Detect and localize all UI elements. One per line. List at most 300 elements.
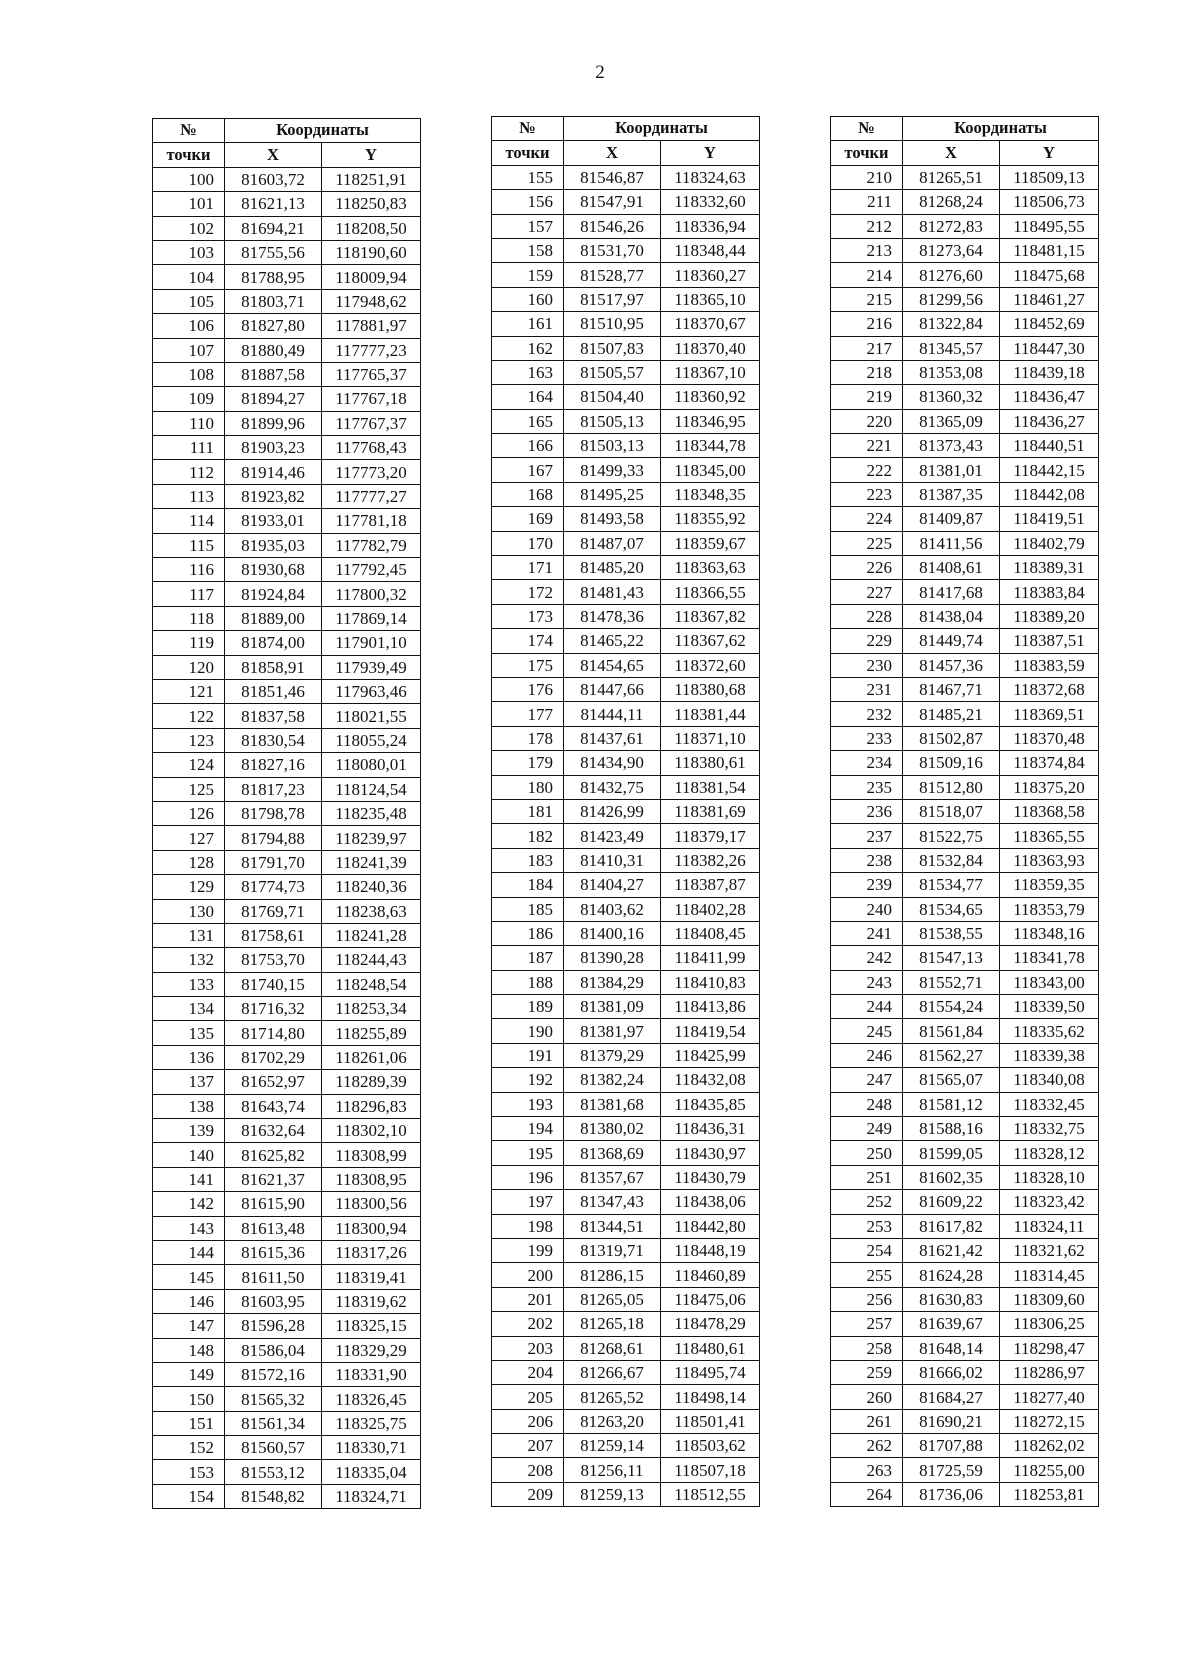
- point-number-cell: 160: [492, 287, 564, 311]
- x-coordinate-cell: 81504,40: [564, 385, 661, 409]
- x-coordinate-cell: 81299,56: [903, 287, 1000, 311]
- table-row: [153, 875, 421, 899]
- table-row: [492, 946, 760, 970]
- y-coordinate-cell: 118478,29: [661, 1312, 760, 1336]
- x-coordinate-cell: 81725,59: [903, 1458, 1000, 1482]
- table-row: [153, 1314, 421, 1338]
- point-number-cell: 162: [492, 336, 564, 360]
- y-coordinate-cell: 118380,68: [661, 677, 760, 701]
- x-coordinate-cell: 81365,09: [903, 409, 1000, 433]
- table-row: [492, 507, 760, 531]
- point-number-cell: 106: [153, 314, 225, 338]
- point-number-cell: 225: [831, 531, 903, 555]
- point-number-cell: 122: [153, 704, 225, 728]
- y-coordinate-cell: 118382,26: [661, 848, 760, 872]
- point-number-cell: 261: [831, 1409, 903, 1433]
- point-number-cell: 242: [831, 946, 903, 970]
- table-row: [492, 897, 760, 921]
- table-row: [153, 1143, 421, 1167]
- point-number-cell: 205: [492, 1385, 564, 1409]
- point-number-cell: 119: [153, 631, 225, 655]
- x-coordinate-cell: 81345,57: [903, 336, 1000, 360]
- table-row: [492, 799, 760, 823]
- table-row: [153, 411, 421, 435]
- table-row: [492, 726, 760, 750]
- table-row: [831, 1190, 1099, 1214]
- x-coordinate-cell: 81560,57: [225, 1436, 322, 1460]
- point-number-cell: 195: [492, 1141, 564, 1165]
- x-coordinate-cell: 81874,00: [225, 631, 322, 655]
- table-row: [153, 1070, 421, 1094]
- point-number-cell: 206: [492, 1409, 564, 1433]
- table-row: [492, 482, 760, 506]
- y-coordinate-cell: 118339,38: [1000, 1043, 1099, 1067]
- point-number-cell: 201: [492, 1287, 564, 1311]
- x-coordinate-cell: 81602,35: [903, 1165, 1000, 1189]
- y-coordinate-cell: 118430,79: [661, 1165, 760, 1189]
- point-number-cell: 229: [831, 629, 903, 653]
- x-coordinate-cell: 81532,84: [903, 848, 1000, 872]
- table-row: [153, 850, 421, 874]
- point-number-cell: 180: [492, 775, 564, 799]
- y-coordinate-cell: 118381,44: [661, 702, 760, 726]
- point-label-header: точки: [492, 141, 564, 165]
- point-number-cell: 144: [153, 1240, 225, 1264]
- x-coordinate-cell: 81263,20: [564, 1409, 661, 1433]
- y-coordinate-cell: 118325,75: [322, 1411, 421, 1435]
- table-row: [492, 312, 760, 336]
- point-number-cell: 153: [153, 1460, 225, 1484]
- table-row: [153, 1167, 421, 1191]
- x-coordinate-cell: 81690,21: [903, 1409, 1000, 1433]
- y-coordinate-cell: 118480,61: [661, 1336, 760, 1360]
- y-coordinate-cell: 118353,79: [1000, 897, 1099, 921]
- point-number-cell: 165: [492, 409, 564, 433]
- point-number-cell: 149: [153, 1362, 225, 1386]
- point-number-cell: 134: [153, 997, 225, 1021]
- x-coordinate-cell: 81272,83: [903, 214, 1000, 238]
- table-row: [492, 1336, 760, 1360]
- table-row: [153, 387, 421, 411]
- y-coordinate-cell: 118335,04: [322, 1460, 421, 1484]
- point-number-cell: 154: [153, 1484, 225, 1508]
- point-number-cell: 244: [831, 995, 903, 1019]
- point-number-cell: 233: [831, 726, 903, 750]
- y-coordinate-cell: 118190,60: [322, 240, 421, 264]
- y-coordinate-cell: 117939,49: [322, 655, 421, 679]
- y-coordinate-cell: 118253,34: [322, 997, 421, 1021]
- table-row: [831, 287, 1099, 311]
- point-number-cell: 159: [492, 263, 564, 287]
- y-coordinate-cell: 118255,00: [1000, 1458, 1099, 1482]
- y-coordinate-cell: 118438,06: [661, 1190, 760, 1214]
- y-coordinate-cell: 118411,99: [661, 946, 760, 970]
- y-coordinate-cell: 118348,35: [661, 482, 760, 506]
- y-coordinate-cell: 118367,62: [661, 629, 760, 653]
- y-coordinate-cell: 118509,13: [1000, 165, 1099, 189]
- table-row: [492, 238, 760, 262]
- x-coordinate-cell: 81586,04: [225, 1338, 322, 1362]
- table-row: [492, 1214, 760, 1238]
- point-number-header: №: [492, 117, 564, 141]
- table-row: [153, 1289, 421, 1313]
- table-row: [831, 946, 1099, 970]
- x-coordinate-cell: 81265,05: [564, 1287, 661, 1311]
- point-number-cell: 243: [831, 970, 903, 994]
- x-coordinate-cell: 81531,70: [564, 238, 661, 262]
- x-coordinate-cell: 81930,68: [225, 558, 322, 582]
- x-coordinate-cell: 81736,06: [903, 1482, 1000, 1506]
- table-row: [831, 385, 1099, 409]
- table-row: [492, 165, 760, 189]
- x-coordinate-cell: 81791,70: [225, 850, 322, 874]
- coordinates-table-1: [152, 118, 421, 1509]
- point-number-cell: 218: [831, 360, 903, 384]
- x-coordinate-cell: 81858,91: [225, 655, 322, 679]
- table-row: [831, 1238, 1099, 1262]
- point-number-cell: 192: [492, 1068, 564, 1092]
- table-row: [153, 240, 421, 264]
- y-coordinate-cell: 118262,02: [1000, 1434, 1099, 1458]
- y-coordinate-cell: 118328,10: [1000, 1165, 1099, 1189]
- point-number-cell: 234: [831, 751, 903, 775]
- x-coordinate-cell: 81621,13: [225, 192, 322, 216]
- x-coordinate-cell: 81880,49: [225, 338, 322, 362]
- x-coordinate-cell: 81758,61: [225, 923, 322, 947]
- y-coordinate-cell: 118336,94: [661, 214, 760, 238]
- point-number-cell: 132: [153, 948, 225, 972]
- table-row: [831, 1214, 1099, 1238]
- y-coordinate-cell: 118239,97: [322, 826, 421, 850]
- x-coordinate-cell: 81534,65: [903, 897, 1000, 921]
- table-row: [492, 1190, 760, 1214]
- table-row: [153, 509, 421, 533]
- x-coordinate-cell: 81546,26: [564, 214, 661, 238]
- y-coordinate-cell: 118272,15: [1000, 1409, 1099, 1433]
- table-row: [492, 1312, 760, 1336]
- point-number-cell: 259: [831, 1360, 903, 1384]
- y-coordinate-cell: 118343,00: [1000, 970, 1099, 994]
- point-number-cell: 226: [831, 556, 903, 580]
- point-number-cell: 232: [831, 702, 903, 726]
- y-coordinate-cell: 118381,54: [661, 775, 760, 799]
- y-coordinate-cell: 118375,20: [1000, 775, 1099, 799]
- y-column-header: Y: [322, 143, 421, 167]
- x-coordinate-cell: 81319,71: [564, 1238, 661, 1262]
- y-coordinate-cell: 118330,71: [322, 1436, 421, 1460]
- y-coordinate-cell: 118238,63: [322, 899, 421, 923]
- point-number-cell: 150: [153, 1387, 225, 1411]
- y-coordinate-cell: 118374,84: [1000, 751, 1099, 775]
- point-number-cell: 174: [492, 629, 564, 653]
- point-number-cell: 204: [492, 1360, 564, 1384]
- y-coordinate-cell: 118360,92: [661, 385, 760, 409]
- y-coordinate-cell: 118241,39: [322, 850, 421, 874]
- point-number-cell: 107: [153, 338, 225, 362]
- y-coordinate-cell: 118341,78: [1000, 946, 1099, 970]
- y-coordinate-cell: 117948,62: [322, 289, 421, 313]
- x-coordinate-cell: 81357,67: [564, 1165, 661, 1189]
- point-number-cell: 181: [492, 799, 564, 823]
- point-number-cell: 249: [831, 1117, 903, 1141]
- table-row: [492, 653, 760, 677]
- point-number-cell: 169: [492, 507, 564, 531]
- table-row: [831, 995, 1099, 1019]
- x-coordinate-cell: 81562,27: [903, 1043, 1000, 1067]
- x-coordinate-cell: 81702,29: [225, 1045, 322, 1069]
- y-coordinate-cell: 117881,97: [322, 314, 421, 338]
- y-coordinate-cell: 118460,89: [661, 1263, 760, 1287]
- point-number-cell: 219: [831, 385, 903, 409]
- x-coordinate-cell: 81851,46: [225, 679, 322, 703]
- x-coordinate-cell: 81561,84: [903, 1019, 1000, 1043]
- table-row: [831, 336, 1099, 360]
- table-row: [492, 458, 760, 482]
- point-number-cell: 175: [492, 653, 564, 677]
- point-number-cell: 173: [492, 604, 564, 628]
- y-coordinate-cell: 118503,62: [661, 1434, 760, 1458]
- y-coordinate-cell: 118319,62: [322, 1289, 421, 1313]
- y-coordinate-cell: 118329,29: [322, 1338, 421, 1362]
- table-row: [153, 484, 421, 508]
- table-row: [492, 434, 760, 458]
- table-row: [831, 1482, 1099, 1506]
- table-row: [831, 1092, 1099, 1116]
- y-coordinate-cell: 118368,58: [1000, 799, 1099, 823]
- point-number-cell: 172: [492, 580, 564, 604]
- y-coordinate-cell: 118432,08: [661, 1068, 760, 1092]
- x-coordinate-cell: 81803,71: [225, 289, 322, 313]
- x-coordinate-cell: 81769,71: [225, 899, 322, 923]
- y-column-header: Y: [1000, 141, 1099, 165]
- x-coordinate-cell: 81666,02: [903, 1360, 1000, 1384]
- table-row: [153, 679, 421, 703]
- y-coordinate-cell: 118345,00: [661, 458, 760, 482]
- y-coordinate-cell: 118250,83: [322, 192, 421, 216]
- y-coordinate-cell: 118383,84: [1000, 580, 1099, 604]
- table-row: [492, 1117, 760, 1141]
- table-row: [492, 775, 760, 799]
- y-coordinate-cell: 118298,47: [1000, 1336, 1099, 1360]
- y-coordinate-cell: 118302,10: [322, 1119, 421, 1143]
- table-row: [153, 436, 421, 460]
- y-coordinate-cell: 118383,59: [1000, 653, 1099, 677]
- y-coordinate-cell: 118461,27: [1000, 287, 1099, 311]
- point-number-cell: 200: [492, 1263, 564, 1287]
- point-number-cell: 209: [492, 1482, 564, 1506]
- x-coordinate-cell: 81381,97: [564, 1019, 661, 1043]
- y-coordinate-cell: 118370,67: [661, 312, 760, 336]
- x-coordinate-cell: 81409,87: [903, 507, 1000, 531]
- table-row: [831, 238, 1099, 262]
- x-coordinate-cell: 81502,87: [903, 726, 1000, 750]
- table-row: [492, 995, 760, 1019]
- x-coordinate-cell: 81933,01: [225, 509, 322, 533]
- point-number-cell: 255: [831, 1263, 903, 1287]
- y-coordinate-cell: 117782,79: [322, 533, 421, 557]
- point-number-cell: 264: [831, 1482, 903, 1506]
- y-coordinate-cell: 117777,27: [322, 484, 421, 508]
- x-coordinate-cell: 81755,56: [225, 240, 322, 264]
- point-number-cell: 262: [831, 1434, 903, 1458]
- y-coordinate-cell: 118506,73: [1000, 190, 1099, 214]
- point-number-cell: 203: [492, 1336, 564, 1360]
- point-number-cell: 183: [492, 848, 564, 872]
- point-number-cell: 191: [492, 1043, 564, 1067]
- x-coordinate-cell: 81565,07: [903, 1068, 1000, 1092]
- x-coordinate-cell: 81408,61: [903, 556, 1000, 580]
- x-coordinate-cell: 81611,50: [225, 1265, 322, 1289]
- y-coordinate-cell: 118348,44: [661, 238, 760, 262]
- y-coordinate-cell: 118355,92: [661, 507, 760, 531]
- table-row: [153, 533, 421, 557]
- point-number-cell: 254: [831, 1238, 903, 1262]
- y-coordinate-cell: 118389,31: [1000, 556, 1099, 580]
- point-number-cell: 126: [153, 801, 225, 825]
- x-coordinate-cell: 81617,82: [903, 1214, 1000, 1238]
- point-number-cell: 127: [153, 826, 225, 850]
- table-row: [153, 1265, 421, 1289]
- x-coordinate-cell: 81798,78: [225, 801, 322, 825]
- x-coordinate-cell: 81432,75: [564, 775, 661, 799]
- table-row: [831, 482, 1099, 506]
- x-coordinate-cell: 81509,16: [903, 751, 1000, 775]
- y-coordinate-cell: 117901,10: [322, 631, 421, 655]
- y-coordinate-cell: 118402,28: [661, 897, 760, 921]
- y-coordinate-cell: 118442,15: [1000, 458, 1099, 482]
- point-number-cell: 193: [492, 1092, 564, 1116]
- x-coordinate-cell: 81423,49: [564, 824, 661, 848]
- y-coordinate-cell: 118359,67: [661, 531, 760, 555]
- table-row: [492, 921, 760, 945]
- point-number-cell: 241: [831, 921, 903, 945]
- x-coordinate-cell: 81426,99: [564, 799, 661, 823]
- table-row: [492, 409, 760, 433]
- y-coordinate-cell: 118208,50: [322, 216, 421, 240]
- x-coordinate-cell: 81588,16: [903, 1117, 1000, 1141]
- point-number-cell: 184: [492, 873, 564, 897]
- table-row: [831, 360, 1099, 384]
- table-row: [492, 1019, 760, 1043]
- point-number-cell: 112: [153, 460, 225, 484]
- x-coordinate-cell: 81379,29: [564, 1043, 661, 1067]
- y-coordinate-cell: 118448,19: [661, 1238, 760, 1262]
- table-row: [831, 507, 1099, 531]
- point-number-cell: 217: [831, 336, 903, 360]
- y-coordinate-cell: 118124,54: [322, 777, 421, 801]
- table-row: [492, 1360, 760, 1384]
- x-coordinate-cell: 81481,43: [564, 580, 661, 604]
- table-row: [153, 192, 421, 216]
- point-number-cell: 152: [153, 1436, 225, 1460]
- y-coordinate-cell: 118436,27: [1000, 409, 1099, 433]
- x-coordinate-cell: 81572,16: [225, 1362, 322, 1386]
- y-coordinate-cell: 117792,45: [322, 558, 421, 582]
- x-coordinate-cell: 81276,60: [903, 263, 1000, 287]
- table-row: [831, 1434, 1099, 1458]
- y-coordinate-cell: 118235,48: [322, 801, 421, 825]
- point-number-cell: 111: [153, 436, 225, 460]
- y-coordinate-cell: 118498,14: [661, 1385, 760, 1409]
- x-coordinate-cell: 81599,05: [903, 1141, 1000, 1165]
- x-coordinate-cell: 81259,14: [564, 1434, 661, 1458]
- table-row: [492, 604, 760, 628]
- x-coordinate-cell: 81353,08: [903, 360, 1000, 384]
- x-coordinate-cell: 81465,22: [564, 629, 661, 653]
- point-number-header: №: [153, 119, 225, 143]
- table-row: [153, 1484, 421, 1508]
- y-coordinate-cell: 118512,55: [661, 1482, 760, 1506]
- y-coordinate-cell: 118344,78: [661, 434, 760, 458]
- x-coordinate-cell: 81827,16: [225, 753, 322, 777]
- point-number-cell: 156: [492, 190, 564, 214]
- x-coordinate-cell: 81265,52: [564, 1385, 661, 1409]
- x-coordinate-cell: 81390,28: [564, 946, 661, 970]
- x-coordinate-cell: 81827,80: [225, 314, 322, 338]
- y-coordinate-cell: 117767,18: [322, 387, 421, 411]
- y-coordinate-cell: 117869,14: [322, 606, 421, 630]
- y-coordinate-cell: 118447,30: [1000, 336, 1099, 360]
- point-number-cell: 105: [153, 289, 225, 313]
- table-row: [831, 677, 1099, 701]
- table-row: [831, 726, 1099, 750]
- x-coordinate-cell: 81434,90: [564, 751, 661, 775]
- table-row: [153, 631, 421, 655]
- point-number-cell: 138: [153, 1094, 225, 1118]
- table-row: [492, 1385, 760, 1409]
- y-coordinate-cell: 117963,46: [322, 679, 421, 703]
- table-body: [153, 167, 421, 1508]
- point-number-cell: 157: [492, 214, 564, 238]
- table-row: [492, 848, 760, 872]
- y-coordinate-cell: 118387,51: [1000, 629, 1099, 653]
- point-number-cell: 245: [831, 1019, 903, 1043]
- y-coordinate-cell: 118370,40: [661, 336, 760, 360]
- y-coordinate-cell: 118240,36: [322, 875, 421, 899]
- table-row: [831, 1019, 1099, 1043]
- point-label-header: точки: [831, 141, 903, 165]
- y-coordinate-cell: 118380,61: [661, 751, 760, 775]
- point-number-cell: 114: [153, 509, 225, 533]
- table-row: [153, 582, 421, 606]
- x-coordinate-cell: 81603,95: [225, 1289, 322, 1313]
- point-number-cell: 210: [831, 165, 903, 189]
- x-coordinate-cell: 81753,70: [225, 948, 322, 972]
- y-coordinate-cell: 118055,24: [322, 728, 421, 752]
- y-coordinate-cell: 118332,45: [1000, 1092, 1099, 1116]
- point-number-cell: 256: [831, 1287, 903, 1311]
- table-row: [831, 1409, 1099, 1433]
- point-number-cell: 141: [153, 1167, 225, 1191]
- x-coordinate-cell: 81914,46: [225, 460, 322, 484]
- x-coordinate-cell: 81256,11: [564, 1458, 661, 1482]
- x-coordinate-cell: 81499,33: [564, 458, 661, 482]
- y-coordinate-cell: 118308,95: [322, 1167, 421, 1191]
- y-coordinate-cell: 118371,10: [661, 726, 760, 750]
- table-row: [492, 1141, 760, 1165]
- y-coordinate-cell: 118425,99: [661, 1043, 760, 1067]
- point-number-cell: 221: [831, 434, 903, 458]
- y-coordinate-cell: 118367,10: [661, 360, 760, 384]
- table-row: [153, 923, 421, 947]
- point-number-cell: 230: [831, 653, 903, 677]
- table-row: [492, 1263, 760, 1287]
- table-row: [831, 873, 1099, 897]
- table-row: [492, 1458, 760, 1482]
- y-coordinate-cell: 118359,35: [1000, 873, 1099, 897]
- x-coordinate-cell: 81694,21: [225, 216, 322, 240]
- x-coordinate-cell: 81548,82: [225, 1484, 322, 1508]
